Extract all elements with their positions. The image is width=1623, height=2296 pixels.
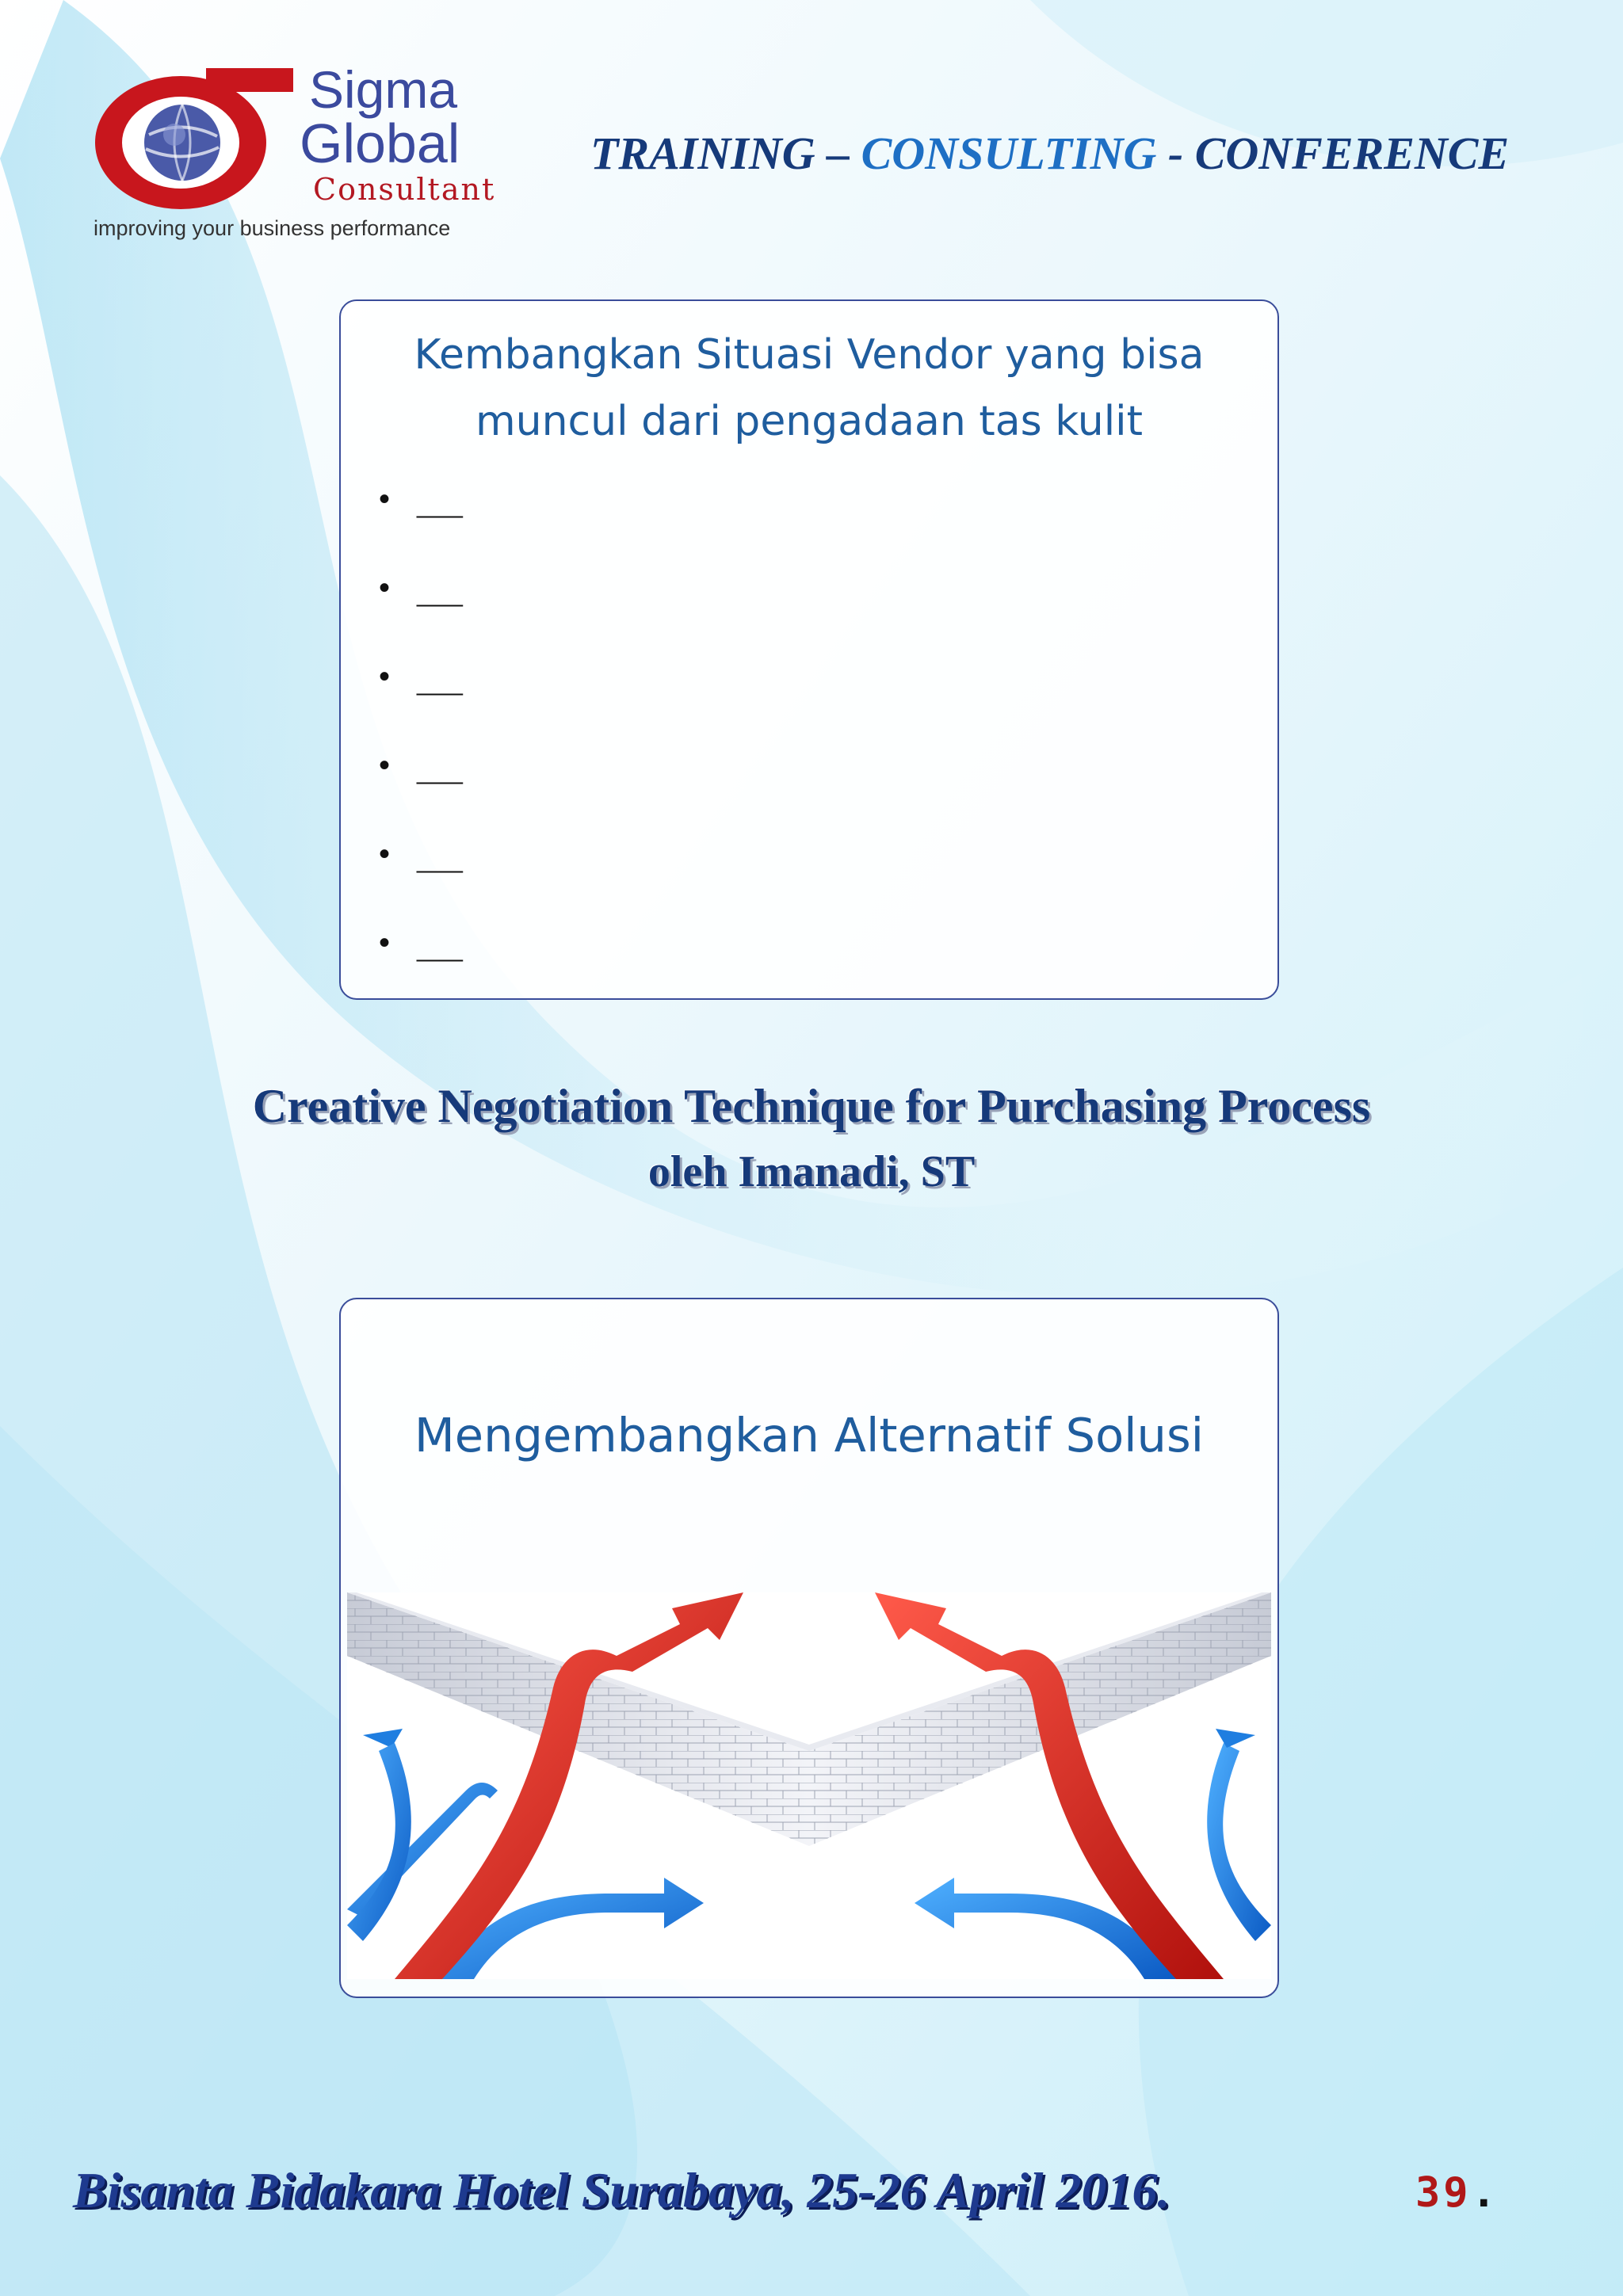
course-title: Creative Negotiation Technique for Purchasing Process bbox=[252, 1080, 1371, 1132]
service-separator: - bbox=[1156, 128, 1195, 179]
bullet-blank: __ bbox=[417, 476, 463, 522]
course-author: oleh Imanadi, ST bbox=[647, 1147, 976, 1196]
sigma-globe-icon bbox=[87, 63, 293, 214]
bullet-item bbox=[379, 654, 463, 749]
page-number-suffix: . bbox=[1471, 2169, 1499, 2217]
bullet-blank: __ bbox=[417, 742, 463, 788]
bullet-blank: __ bbox=[417, 654, 463, 700]
bullet-item bbox=[379, 920, 463, 1016]
slide-vendor-situations bbox=[339, 299, 1279, 1000]
bullet-blank: __ bbox=[417, 920, 463, 966]
logo-word-sigma: Sigma bbox=[309, 60, 458, 119]
bullet-dot-icon: • bbox=[379, 748, 391, 783]
bullet-item bbox=[379, 565, 463, 661]
footer-venue: Bisanta Bidakara Hotel Surabaya, 25-26 April 2016. bbox=[73, 2162, 1170, 2218]
logo-word-consultant: Consultant bbox=[313, 172, 496, 207]
bullet-dot-icon: • bbox=[379, 570, 391, 605]
slide-title-line-2: muncul dari pengadaan tas kulit bbox=[475, 398, 1143, 445]
bullet-item bbox=[379, 476, 463, 572]
slide-title-line-1: Kembangkan Situasi Vendor yang bisa bbox=[414, 331, 1205, 379]
page-number bbox=[1415, 2169, 1499, 2217]
logo-word-global: Global bbox=[300, 113, 460, 174]
service-conference: CONFERENCE bbox=[1194, 128, 1510, 179]
slide-title bbox=[341, 322, 1277, 455]
page-number-value: 39 bbox=[1415, 2169, 1472, 2217]
bullet-item bbox=[379, 831, 463, 927]
bullet-dot-icon: • bbox=[379, 482, 391, 517]
company-logo bbox=[87, 60, 531, 246]
service-training: TRAINING – bbox=[590, 128, 861, 179]
header-services bbox=[590, 127, 1509, 180]
bullet-blank: __ bbox=[417, 565, 463, 611]
logo-tagline: improving your business performance bbox=[94, 216, 451, 240]
bullet-item bbox=[379, 742, 463, 838]
bullet-dot-icon: • bbox=[379, 925, 391, 960]
arrows-around-wall-illustration bbox=[347, 1592, 1271, 1979]
service-consulting: CONSULTING bbox=[861, 128, 1157, 179]
bullet-dot-icon: • bbox=[379, 837, 391, 871]
slide-title: Mengembangkan Alternatif Solusi bbox=[414, 1408, 1205, 1463]
bullet-blank: __ bbox=[417, 831, 463, 877]
slide-alternative-solutions bbox=[339, 1298, 1279, 1998]
bullet-dot-icon: • bbox=[379, 659, 391, 694]
bullet-list bbox=[379, 476, 463, 1016]
